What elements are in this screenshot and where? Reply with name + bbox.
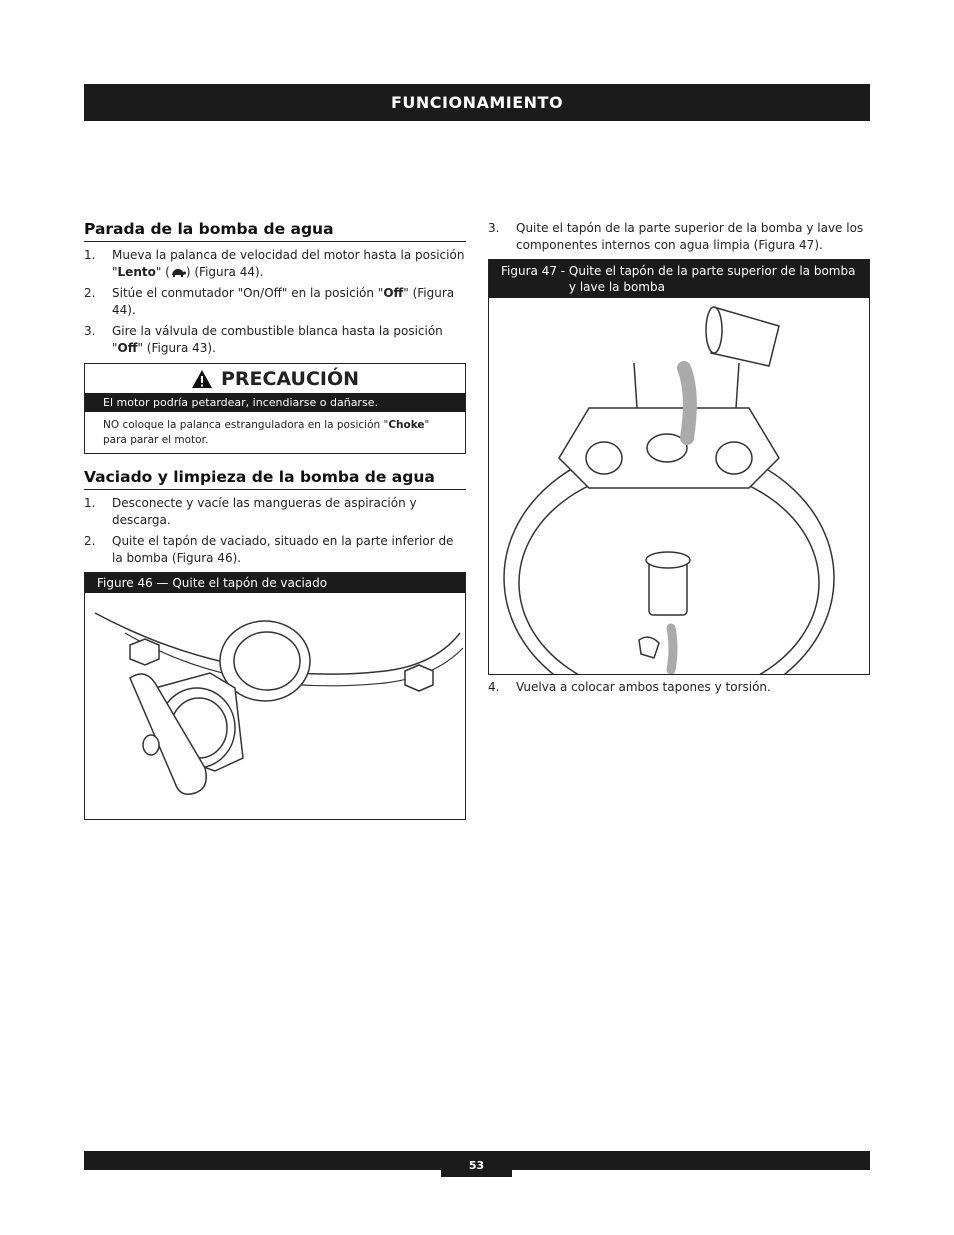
step-number: 4. — [488, 680, 500, 694]
step-text-part: Sitúe el conmutador "On/Off" en la posición " — [112, 286, 384, 300]
figure-47 — [488, 259, 870, 675]
step-number: 3. — [84, 324, 96, 338]
caution-title: PRECAUCIÓN — [220, 367, 360, 390]
step-text-bold: Lento — [117, 265, 156, 279]
step-text: Quite el tapón de vaciado, situado en la parte inferior de la bomba (Figura 46). — [112, 534, 454, 565]
step-text-part: " (Figura 44). — [112, 286, 455, 317]
caution-text-part: NO coloque la palanca estranguladora en la posición " — [103, 419, 389, 431]
list-item — [84, 285, 466, 319]
step-text: Quite el tapón de la parte superior de la bomba y lave los componentes internos con agua limpia (Figura 47). — [516, 221, 864, 252]
step-text-part: ) (Figura 44). — [185, 265, 264, 279]
section-title-parada: Parada de la bomba de agua — [84, 220, 466, 242]
pump-flush-illustration — [489, 298, 869, 674]
left-column — [84, 220, 466, 820]
figure-46 — [84, 572, 466, 820]
section-title-vaciado: Vaciado y limpieza de la bomba de agua — [84, 468, 466, 490]
step-text — [112, 323, 466, 357]
page-number: 53 — [441, 1151, 512, 1177]
turtle-icon — [170, 267, 186, 277]
step-text — [112, 285, 466, 319]
step-text: Vuelva a colocar ambos tapones y torsión. — [516, 680, 771, 694]
list-item — [84, 323, 466, 357]
caution-text-bold: Choke — [388, 419, 425, 431]
caution-hazard-text: El motor podría petardear, incendiarse o dañarse. — [85, 393, 465, 412]
caution-text-part: " para parar el motor. — [103, 419, 430, 446]
figure-47-caption-text: Quite el tapón de la parte superior de la bomba y lave la bomba — [568, 264, 856, 294]
list-item — [488, 679, 870, 696]
step-text: Desconecte y vacíe las mangueras de aspiración y descarga. — [112, 496, 417, 527]
section-header — [84, 84, 870, 121]
list-item — [84, 495, 466, 529]
warning-triangle-icon — [191, 369, 213, 389]
list-item — [84, 533, 466, 567]
step-text-part: Mueva la palanca de velocidad del motor hasta la posición " — [112, 248, 465, 279]
step-number: 3. — [488, 221, 500, 235]
step-text-part: " (Figura 43). — [137, 341, 216, 355]
step-number: 2. — [84, 286, 96, 300]
figure-46-caption: Figure 46 — Quite el tapón de vaciado — [85, 573, 465, 593]
section-header-title: FUNCIONAMIENTO — [390, 93, 564, 112]
caution-header — [85, 364, 465, 393]
step-number: 1. — [84, 248, 96, 262]
caution-instruction — [85, 412, 465, 453]
step-number: 2. — [84, 534, 96, 548]
list-item — [84, 247, 466, 281]
list-item — [488, 220, 870, 254]
step-text-part: " ( — [155, 265, 170, 279]
step-text-bold: Off — [117, 341, 138, 355]
step-number: 1. — [84, 496, 96, 510]
drain-plug-illustration — [85, 593, 465, 819]
caution-box — [84, 363, 466, 454]
right-column — [488, 220, 870, 700]
step-text-bold: Off — [383, 286, 404, 300]
figure-47-label: Figura 47 - — [501, 264, 569, 278]
step-text-part: Gire la válvula de combustible blanca hasta la posición " — [112, 324, 443, 355]
step-text — [112, 247, 466, 281]
figure-47-caption — [489, 260, 869, 298]
